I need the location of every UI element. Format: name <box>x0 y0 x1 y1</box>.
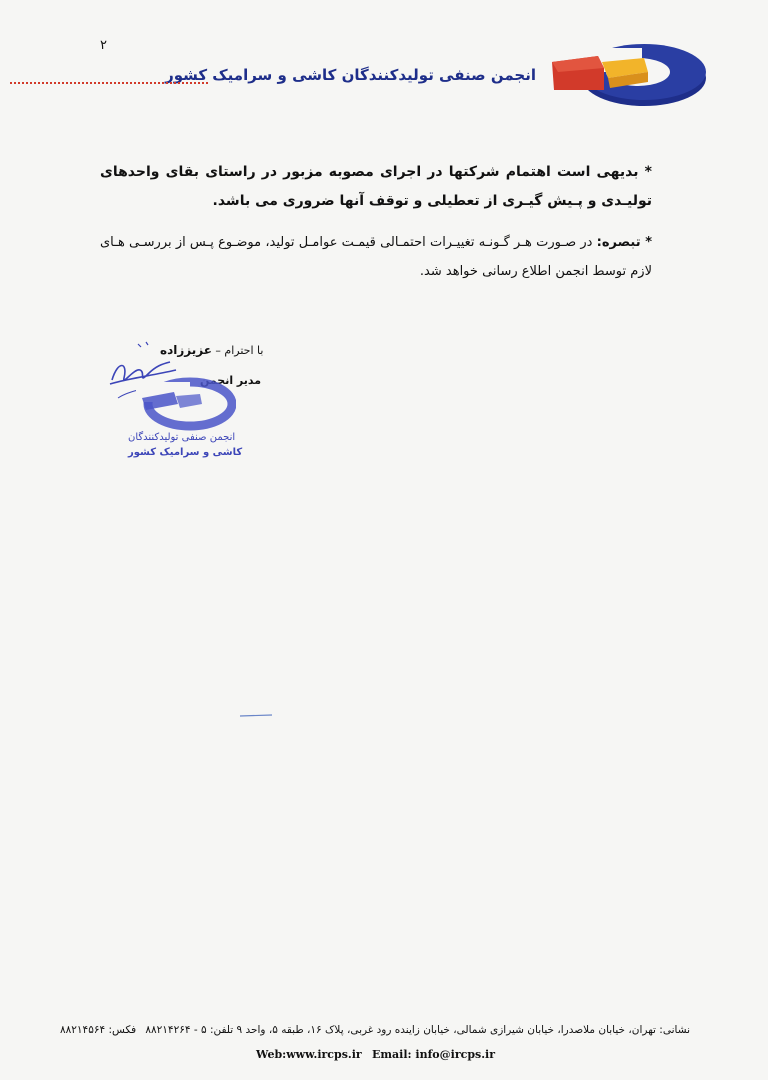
paragraph-emphasis: * بدیهی است اهتمام شرکتها در اجرای مصوبه مزبور در راستای بقای واحدهای تولیـدی و پـیش گیـری از تعطیلی و توقف آنها ضروری می باشد. <box>100 164 652 209</box>
footer-address: نشانی: تهران، خیابان ملاصدرا، خیابان شیرازی شمالی، خیابان زاینده رود غربی، پلاک ۱۶، طبقه ۵، واحد ۹ تلفن: ۵ - ۸۸۲۱۴۲۶۴ <box>145 1024 690 1036</box>
note-lead: * تبصره: <box>596 235 652 250</box>
regards-text: با احترام – <box>215 344 264 357</box>
stamp-logo-icon <box>130 374 236 432</box>
footer-fax: فکس: ۸۸۲۱۴۵۶۴ <box>60 1024 137 1036</box>
stamp-line-2: کاشی و سرامیک کشور <box>128 447 243 458</box>
page-number: ۲ <box>100 38 107 53</box>
ceramic-association-logo-icon <box>540 38 710 112</box>
signer-role: مدیر انجمن <box>200 374 262 387</box>
ink-mark <box>238 710 274 722</box>
footer-website-link[interactable]: Web:www.ircps.ir <box>256 1048 362 1061</box>
paragraph-note <box>100 228 652 286</box>
header-title: انجمن صنفی تولیدکنندگان کاشی و سرامیک کشور <box>165 66 536 84</box>
signer-name: عزیززاده <box>160 343 212 357</box>
header-dotted-rule <box>10 82 208 84</box>
footer-email-link[interactable]: Email: info@ircps.ir <box>372 1048 496 1061</box>
note-text: در صـورت هـر گـونـه تغییـرات احتمـالی قیمـت عوامـل تولید، موضـوع پـس از بررسـی هـای لازم توسط انجمن اطلاع رسانی خواهد شد. <box>100 235 652 279</box>
stamp-line-1: انجمن صنفی تولیدکنندگان <box>128 432 236 443</box>
